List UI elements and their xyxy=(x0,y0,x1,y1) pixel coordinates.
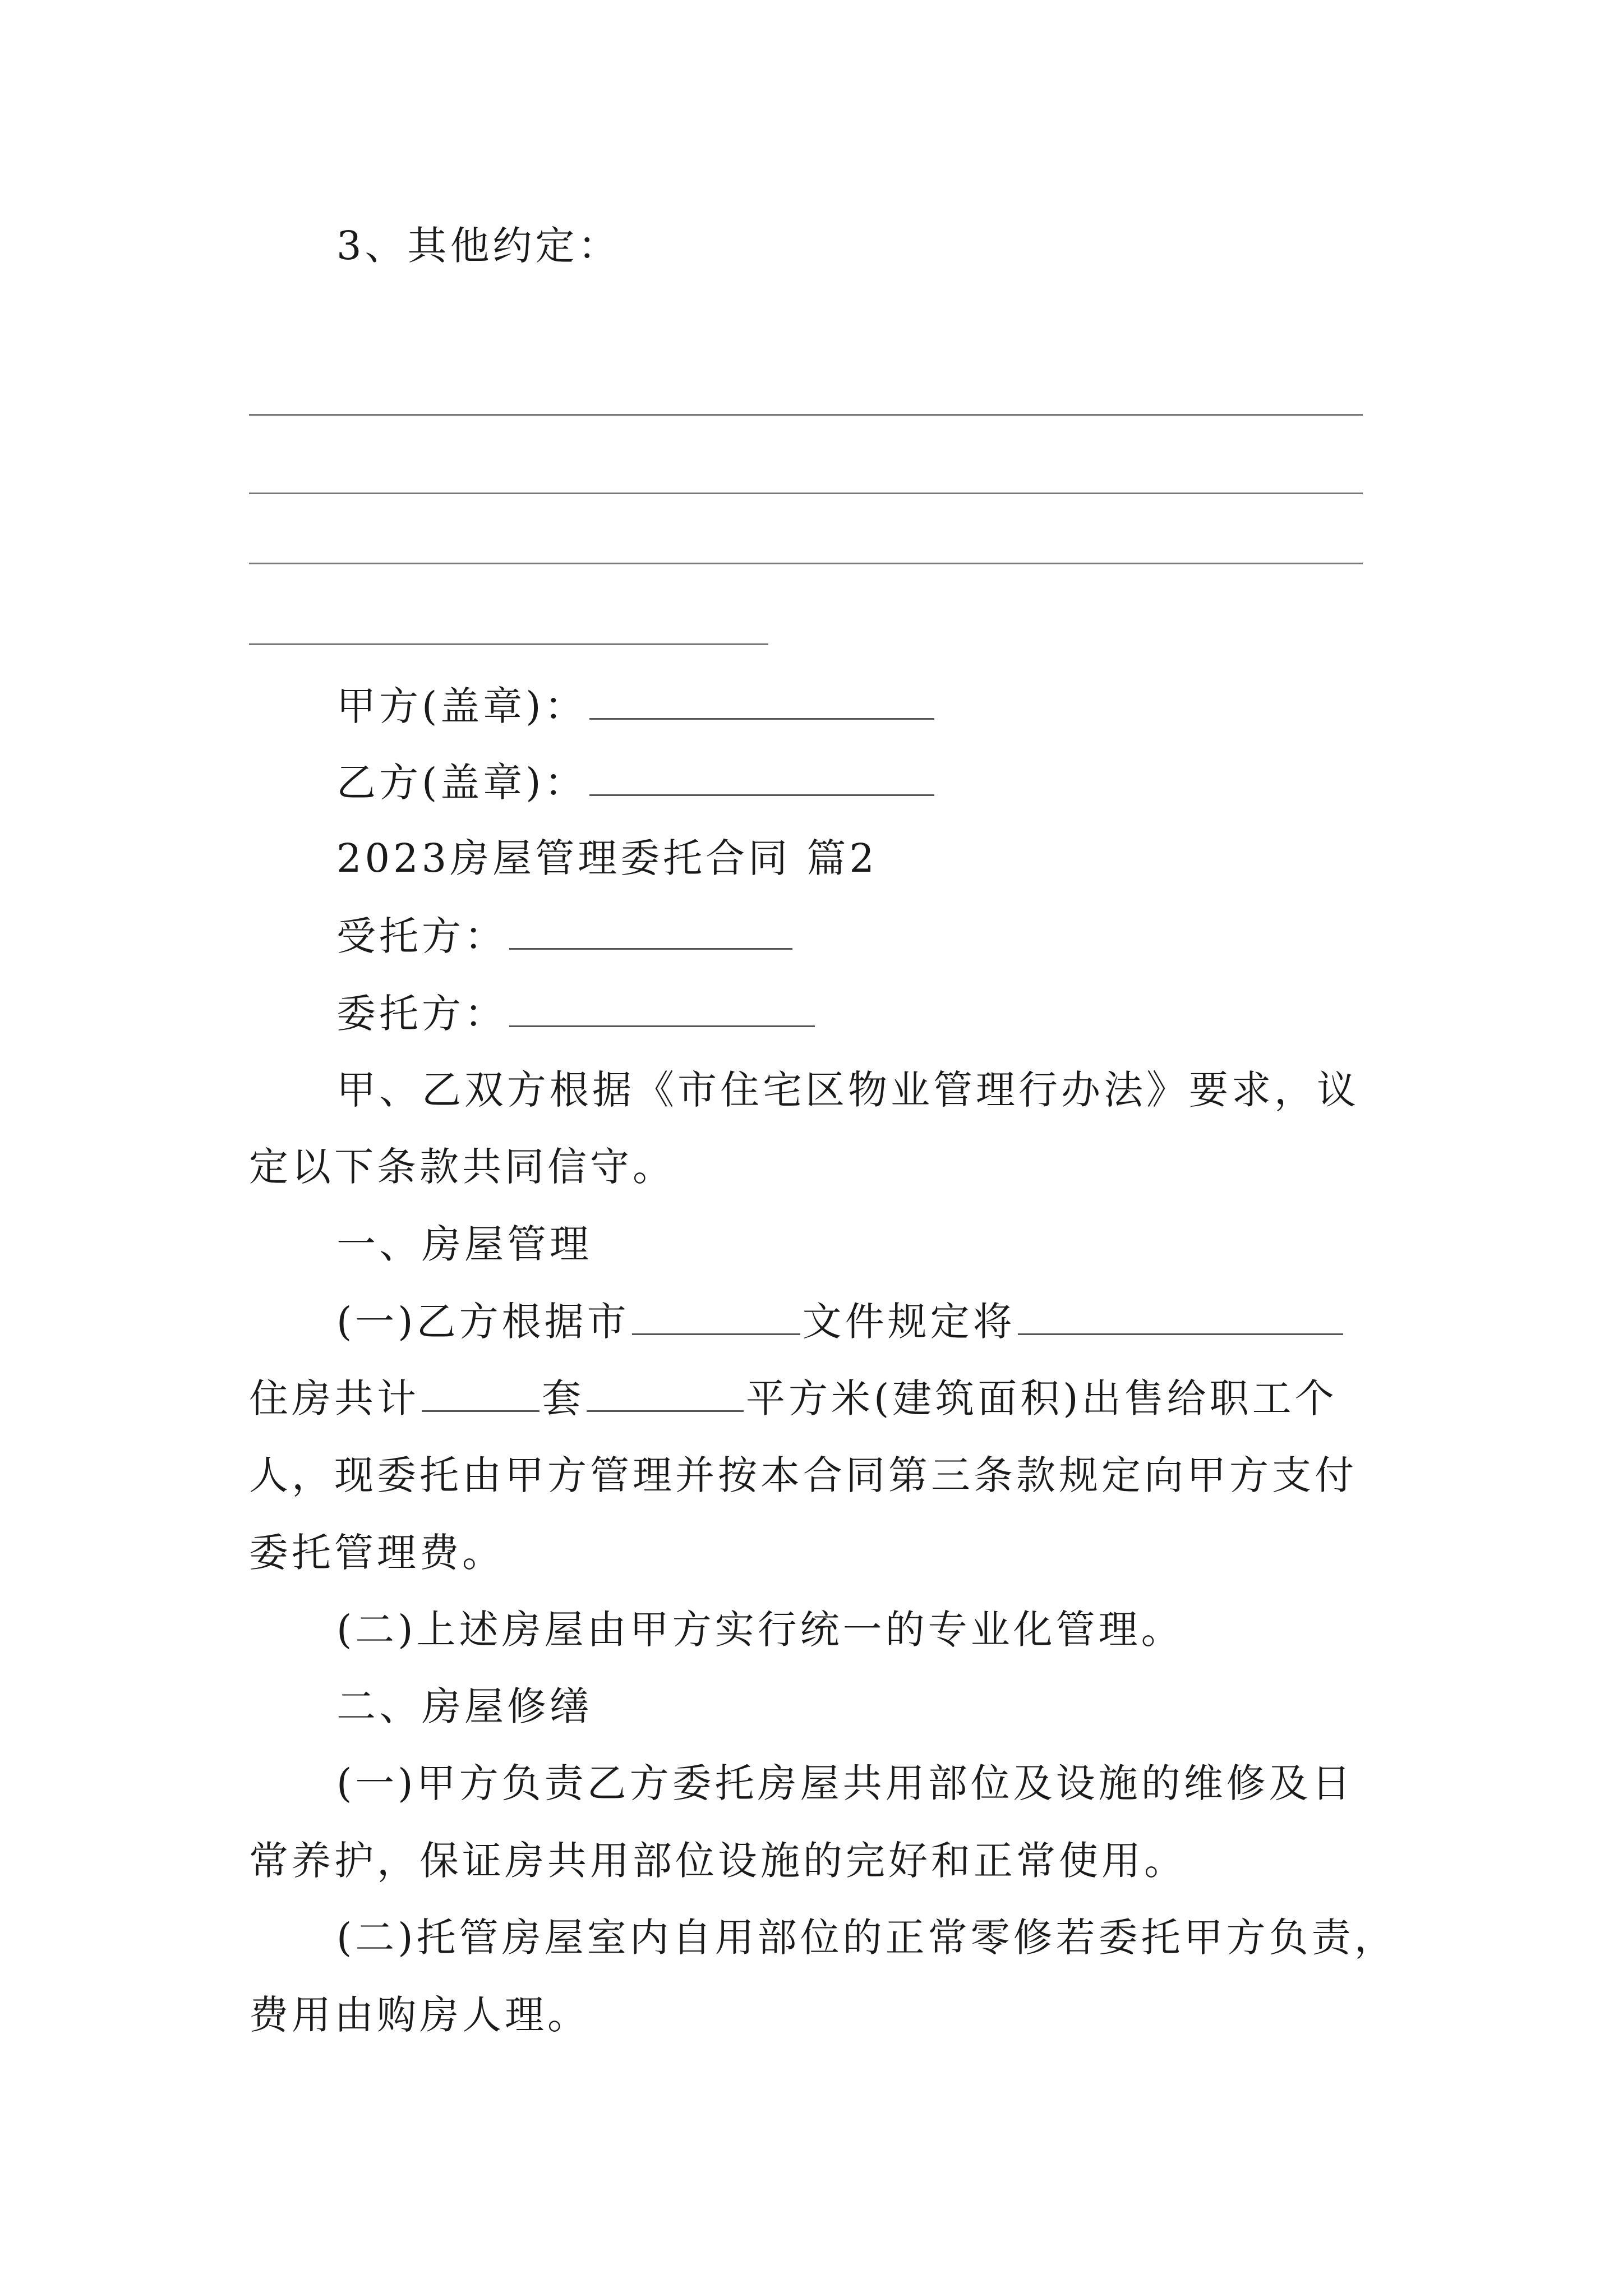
unit-count-field[interactable] xyxy=(422,1371,540,1412)
party-b-seal-label: 乙方(盖章)： xyxy=(336,760,587,806)
sec1-para1-text-a: (一)乙方根据市 xyxy=(336,1299,630,1345)
sec1-para1-text-d: 套 xyxy=(542,1375,584,1421)
trustee-label: 受托方： xyxy=(336,913,507,959)
party-b-seal-row xyxy=(336,755,937,809)
trustor-label: 委托方： xyxy=(336,991,507,1037)
sec1-para1-text-c: 住房共计 xyxy=(249,1375,419,1421)
party-a-seal-field[interactable] xyxy=(589,679,934,720)
sec2-para1-line1: (一)甲方负责乙方委托房屋共用部位及设施的维修及日 xyxy=(336,1760,1354,1806)
trustor-row xyxy=(336,986,817,1041)
sec2-para2-line2: 费用由购房人理。 xyxy=(249,1992,590,2038)
sec1-para1-line3: 人，现委托由甲方管理并按本合同第三条款规定向甲方支付 xyxy=(249,1452,1357,1498)
sec1-para1-text-e: 平方米(建筑面积)出售给职工个 xyxy=(746,1375,1338,1421)
blank-line-2 xyxy=(249,493,1363,494)
sec1-para2: (二)上述房屋由甲方实行统一的专业化管理。 xyxy=(336,1607,1184,1653)
trustee-field[interactable] xyxy=(509,909,792,950)
sec1-para1-line2 xyxy=(249,1371,1338,1425)
sec1-para1-line1 xyxy=(336,1294,1345,1349)
housing-name-field[interactable] xyxy=(1018,1294,1343,1335)
party-a-seal-label: 甲方(盖章)： xyxy=(336,683,587,729)
intro-line-2: 定以下条款共同信守。 xyxy=(249,1144,675,1190)
contract-2-title: 2023房屋管理委托合同 篇2 xyxy=(336,835,878,881)
sec2-para1-line2: 常养护，保证房共用部位设施的完好和正常使用。 xyxy=(249,1838,1187,1884)
party-a-seal-row xyxy=(336,679,937,733)
blank-line-1 xyxy=(249,414,1363,416)
sec1-para1-text-b: 文件规定将 xyxy=(802,1299,1016,1345)
party-b-seal-field[interactable] xyxy=(589,755,934,796)
sec2-para2-line1: (二)托管房屋室内自用部位的正常零修若委托甲方负责， xyxy=(336,1915,1397,1961)
intro-line-1: 甲、乙双方根据《市住宅区物业管理行办法》要求，议 xyxy=(336,1067,1359,1113)
city-document-field[interactable] xyxy=(632,1294,800,1335)
section-1-title: 一、房屋管理 xyxy=(336,1221,592,1267)
sec1-para1-line4: 委托管理费。 xyxy=(249,1530,505,1576)
section-2-title: 二、房屋修缮 xyxy=(336,1683,592,1729)
area-field[interactable] xyxy=(587,1371,744,1412)
trustee-row xyxy=(336,909,795,963)
trustor-field[interactable] xyxy=(509,986,815,1027)
blank-line-4 xyxy=(249,643,768,645)
blank-line-3 xyxy=(249,563,1363,564)
section-3-heading: 3、其他约定： xyxy=(336,223,621,269)
